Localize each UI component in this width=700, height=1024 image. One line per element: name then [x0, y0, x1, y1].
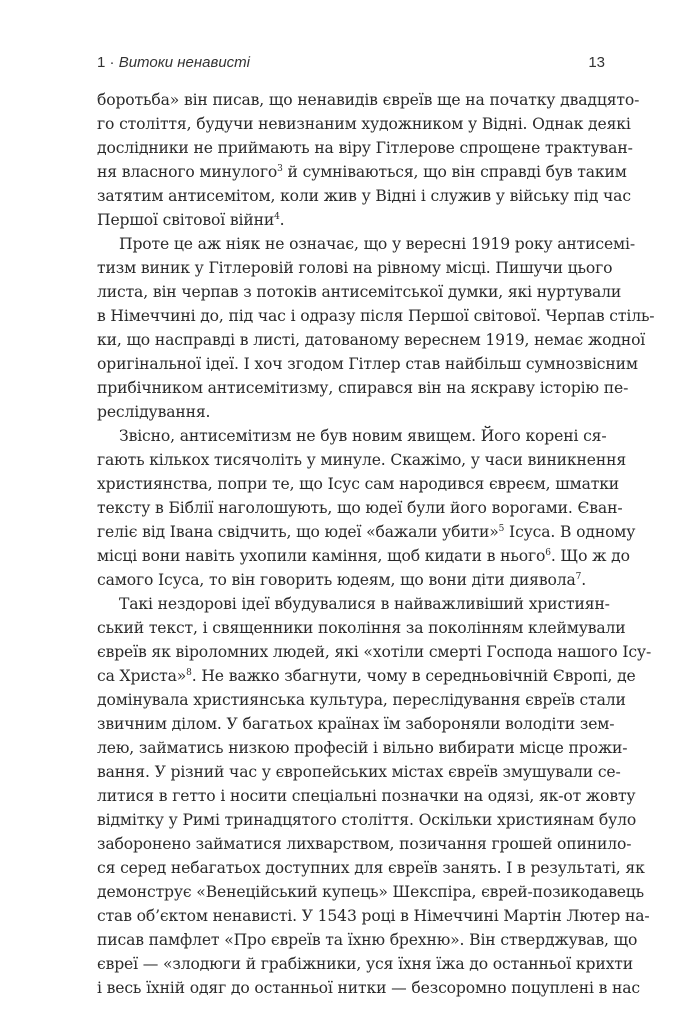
text-segment: демонструє «Венеційський купець» Шекспіра, єврей-позикодавець	[97, 883, 645, 901]
text-segment: і весь їхній одяг до останньої нитки — безсоромно поцуплені в нас	[97, 979, 640, 997]
text-line	[97, 928, 638, 952]
text-segment: дослідники не приймають на віру Гітлерове спрощене трактуван-	[97, 139, 633, 157]
text-line	[97, 304, 655, 328]
text-segment: ня власного минулого	[97, 163, 278, 181]
text-line	[97, 760, 621, 784]
page-number: 13	[588, 54, 605, 71]
footnote-ref[interactable]: 3	[277, 164, 283, 174]
text-segment: Такі нездорові ідеї вбудувалися в найважливіший християн-	[119, 595, 610, 613]
text-segment: самого Ісуса, то він говорить юдеям, що вони діти диявола	[97, 571, 576, 589]
text-segment: .	[581, 571, 586, 589]
text-line	[97, 544, 630, 568]
text-line	[97, 256, 613, 280]
text-segment: листа, він черпав з потоків антисемітської думки, які нуртували	[97, 283, 622, 301]
text-segment: християнства, попри те, що Ісус сам народився євреєм, шматки	[97, 475, 620, 493]
text-line	[97, 592, 610, 616]
text-segment: . Що ж до	[550, 547, 630, 565]
footnote-ref[interactable]: 8	[186, 668, 192, 678]
text-segment: Звісно, антисемітизм не був новим явищем. Його корені ся-	[119, 427, 607, 445]
text-segment: звичним ділом. У багатьох країнах їм забороняли володіти зем-	[97, 715, 615, 733]
paragraph	[97, 592, 652, 1000]
footnote-ref[interactable]: 5	[498, 524, 505, 534]
text-segment: писав памфлет «Про євреїв та їхню брехню». Він стверджував, що	[97, 931, 638, 949]
text-segment: ся серед небагатьох доступних для євреїв занять. І в результаті, як	[97, 859, 645, 877]
text-segment: затятим антисемітом, коли жив у Відні і служив у війську під час	[97, 187, 631, 205]
text-segment: місці вони навіть ухопили каміння, щоб кидати в нього	[97, 547, 546, 565]
text-line	[97, 496, 623, 520]
text-line	[97, 808, 637, 832]
text-segment: ський текст, і священники покоління за поколінням клеймували	[97, 619, 626, 637]
text-segment: Першої світової війни	[97, 211, 275, 229]
text-line	[97, 160, 627, 184]
text-segment: вання. У різний час у європейських містах євреїв змушували се-	[97, 763, 621, 781]
text-line	[97, 952, 633, 976]
text-segment: . Не важко збагнути, чому в середньовічній Європі, де	[191, 667, 636, 685]
text-line	[97, 976, 640, 1000]
chapter-heading	[97, 54, 250, 71]
text-segment: став об’єктом ненависті. У 1543 році в Німеччині Мартін Лютер на-	[97, 907, 650, 925]
text-line	[97, 856, 645, 880]
text-segment: прибічником антисемітизму, спирався він на яскраву історію пе-	[97, 379, 629, 397]
text-line	[97, 664, 636, 688]
text-line	[97, 712, 615, 736]
running-header	[97, 54, 605, 76]
text-line	[97, 400, 605, 424]
text-line	[97, 880, 645, 904]
text-segment: литися в гетто і носити спеціальні позначки на одязі, як-от жовту	[97, 787, 636, 805]
paragraph	[97, 424, 636, 592]
text-segment: тексту в Біблії наголошують, що юдеї були його ворогами. Єван-	[97, 499, 623, 517]
text-line	[97, 208, 605, 232]
chapter-number: 1	[97, 54, 106, 71]
text-line	[97, 112, 631, 136]
page-body	[97, 88, 655, 1000]
footnote-ref[interactable]: 7	[575, 572, 582, 582]
text-segment: в Німеччині до, під час і одразу після Першої світової. Черпав стіль-	[97, 307, 655, 325]
text-segment: й сумніваються, що він справді був таким	[282, 163, 627, 181]
text-segment: оригінальної ідеї. І хоч згодом Гітлер став найбільш сумнозвісним	[97, 355, 638, 373]
text-segment: го століття, будучи невизнаним художником у Відні. Однак деякі	[97, 115, 631, 133]
text-line	[97, 904, 650, 928]
text-segment: Проте це аж ніяк не означає, що у вересні 1919 року антисемі-	[119, 235, 635, 253]
text-line	[97, 448, 627, 472]
text-line	[97, 424, 605, 448]
text-segment: .	[279, 211, 285, 229]
text-segment: заборонено займатися лихварством, позичання грошей опинило-	[97, 835, 632, 853]
chapter-title: Витоки ненависті	[118, 54, 250, 71]
text-line	[97, 832, 632, 856]
text-line	[97, 352, 638, 376]
text-line	[97, 472, 620, 496]
text-line	[97, 640, 652, 664]
text-segment: ки, що насправді в листі, датованому вереснем 1919, немає жодної	[97, 331, 646, 349]
text-segment: боротьба» він писав, що ненавидів євреїв ще на початку двадцято-	[97, 91, 640, 109]
text-line	[97, 688, 626, 712]
text-line	[97, 232, 635, 256]
text-line	[97, 280, 622, 304]
text-segment: відмітку у Римі тринадцятого століття. Оскільки християнам було	[97, 811, 637, 829]
text-segment: реслідування.	[97, 403, 211, 421]
text-segment: са Христа»	[97, 667, 187, 685]
text-segment: лею, займатись низкою професій і вільно вибирати місце прожи-	[97, 739, 628, 757]
footnote-ref[interactable]: 6	[545, 548, 551, 558]
paragraph	[97, 232, 655, 424]
text-segment: геліє від Івана свідчить, що юдеї «бажали убити»	[97, 523, 499, 541]
text-line	[97, 568, 605, 592]
paragraph	[97, 88, 640, 232]
text-line	[97, 736, 628, 760]
text-segment: євреїв як віроломних людей, які «хотіли смерті Господа нашого Ісу-	[97, 643, 652, 661]
text-line	[97, 136, 633, 160]
text-line	[97, 784, 636, 808]
text-segment: тизм виник у Гітлеровій голові на рівному місці. Пишучи цього	[97, 259, 613, 277]
text-line	[97, 616, 626, 640]
separator: ·	[109, 54, 115, 71]
text-line	[97, 184, 631, 208]
text-segment: євреї — «злодюги й грабіжники, уся їхня їжа до останньої крихти	[97, 955, 633, 973]
text-segment: гають кількох тисячоліть у минуле. Скажімо, у часи виникнення	[97, 451, 627, 469]
text-segment: домінувала християнська культура, переслідування євреїв стали	[97, 691, 626, 709]
text-line	[97, 328, 646, 352]
text-segment: Ісуса. В одному	[504, 523, 636, 541]
footnote-ref[interactable]: 4	[274, 212, 280, 222]
text-line	[97, 88, 640, 112]
text-line	[97, 520, 636, 544]
text-line	[97, 376, 629, 400]
